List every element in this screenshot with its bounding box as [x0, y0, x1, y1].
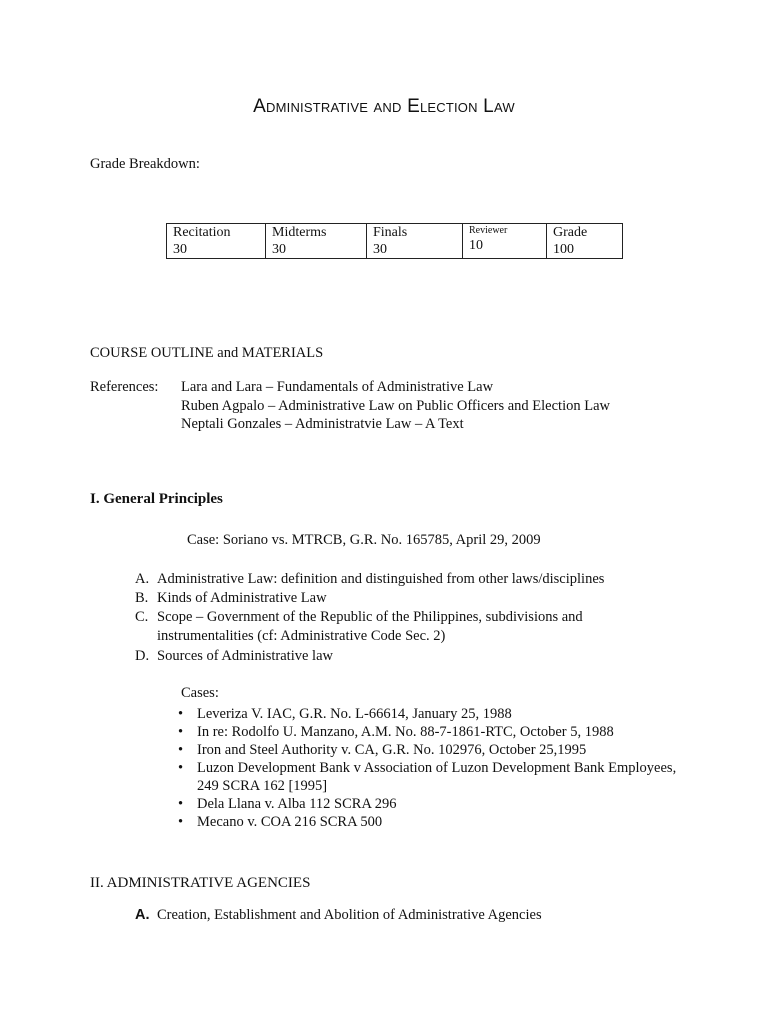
table-cell-midterms	[266, 224, 367, 259]
reference-item: Ruben Agpalo – Administrative Law on Public Officers and Election Law	[181, 398, 611, 414]
item-letter: D.	[135, 648, 150, 664]
table-cell-finals	[367, 224, 463, 259]
cases-label: Cases:	[181, 685, 219, 701]
item-text: Administrative Law: definition and distinguished from other laws/disciplines	[157, 571, 605, 587]
cell-value: 30	[373, 242, 387, 257]
item-text: Sources of Administrative law	[157, 648, 333, 664]
cell-label: Recitation	[173, 225, 231, 240]
item-text-continued: instrumentalities (cf: Administrative Code Sec. 2)	[157, 628, 446, 644]
case-citation: Mecano v. COA 216 SCRA 500	[197, 814, 383, 830]
cases-list	[178, 705, 678, 831]
section-1-heading: I. General Principles	[90, 491, 223, 507]
bullet-icon: •	[178, 706, 184, 722]
item-text: Creation, Establishment and Abolition of Administrative Agencies	[157, 907, 542, 923]
list-item	[178, 759, 678, 795]
item-letter: A.	[135, 571, 150, 587]
outline-item-d	[135, 647, 695, 666]
reference-item: Neptali Gonzales – Administratvie Law – A Text	[181, 416, 464, 432]
item-letter: C.	[135, 609, 149, 625]
item-text: Scope – Government of the Republic of the Philippines, subdivisions and	[157, 609, 583, 625]
case-citation: In re: Rodolfo U. Manzano, A.M. No. 88-7-1861-RTC, October 5, 1988	[197, 724, 614, 740]
grade-breakdown-table	[166, 223, 623, 259]
item-letter: A.	[135, 907, 150, 923]
table-cell-grade	[547, 224, 623, 259]
bullet-icon: •	[178, 742, 184, 758]
course-outline-heading: COURSE OUTLINE and MATERIALS	[90, 345, 324, 361]
list-item	[178, 723, 678, 741]
cell-value: 30	[173, 242, 187, 257]
cell-label: Finals	[373, 225, 408, 240]
cell-label: Grade	[553, 225, 588, 240]
table-cell-recitation	[167, 224, 266, 259]
outline-item-a	[135, 570, 695, 589]
cell-value: 30	[272, 242, 286, 257]
table-row	[167, 224, 623, 259]
cell-label: Midterms	[272, 225, 327, 240]
case-citation: Dela Llana v. Alba 112 SCRA 296	[197, 796, 397, 812]
list-item	[178, 795, 678, 813]
case-citation: Leveriza V. IAC, G.R. No. L-66614, January 25, 1988	[197, 706, 512, 722]
item-letter: B.	[135, 590, 149, 606]
cell-value: 100	[553, 242, 574, 257]
cell-value: 10	[469, 238, 483, 253]
list-item	[178, 741, 678, 759]
bullet-icon: •	[178, 724, 184, 740]
document-title: Administrative and Election Law	[253, 96, 515, 117]
item-text: Kinds of Administrative Law	[157, 590, 327, 606]
case-citation: Luzon Development Bank v Association of Luzon Development Bank Employees, 249 SCRA 162 [1995]	[197, 760, 677, 794]
bullet-icon: •	[178, 814, 184, 830]
case-citation: Iron and Steel Authority v. CA, G.R. No. 102976, October 25,1995	[197, 742, 587, 758]
table-cell-reviewer	[463, 224, 547, 259]
section-2-heading: II. ADMINISTRATIVE AGENCIES	[90, 875, 311, 891]
section-2-item-a	[135, 907, 542, 924]
list-item	[178, 813, 678, 831]
reference-item: Lara and Lara – Fundamentals of Administrative Law	[181, 379, 494, 395]
cell-label: Reviewer	[469, 225, 508, 236]
grade-breakdown-label: Grade Breakdown:	[90, 156, 200, 172]
references-label: References:	[90, 379, 159, 395]
bullet-icon: •	[178, 796, 184, 812]
outline-item-c	[135, 608, 695, 646]
outline-item-b	[135, 589, 695, 608]
list-item	[178, 705, 678, 723]
section-1-case: Case: Soriano vs. MTRCB, G.R. No. 165785, April 29, 2009	[187, 532, 541, 548]
bullet-icon: •	[178, 760, 184, 776]
